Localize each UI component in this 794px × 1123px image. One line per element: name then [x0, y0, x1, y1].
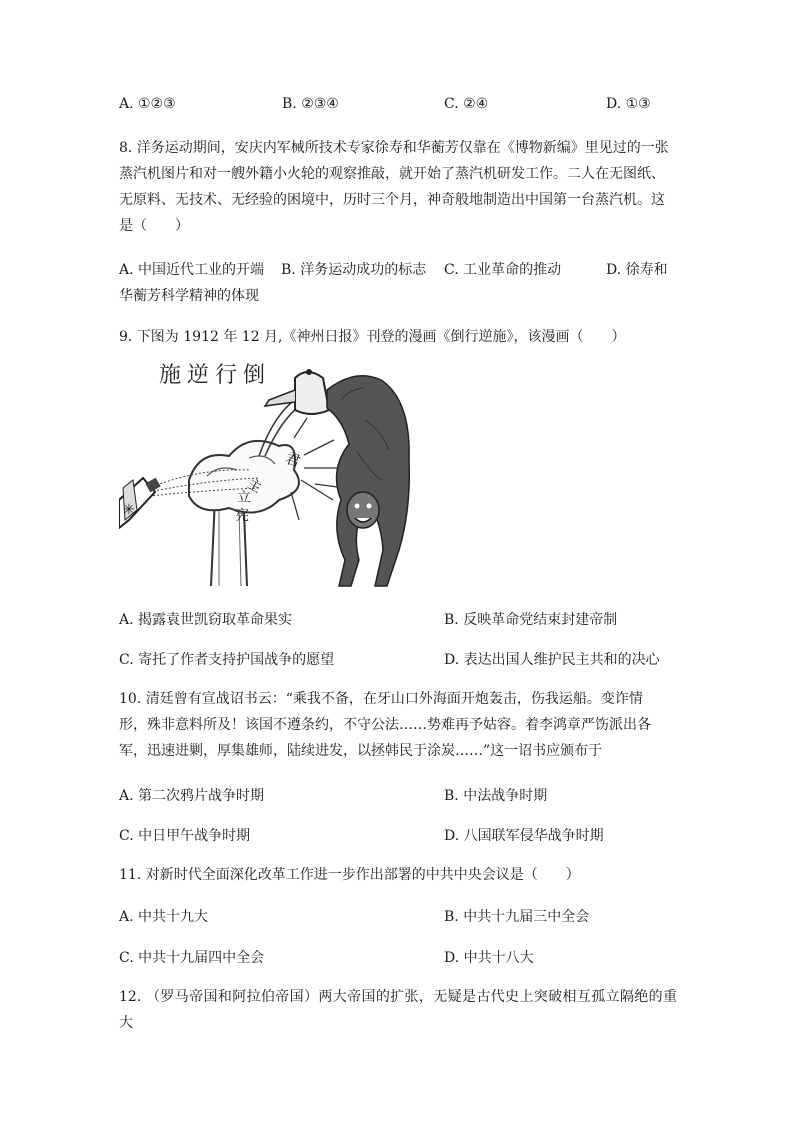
- q10-option-d[interactable]: D. 八国联军侵华战争时期: [444, 828, 604, 844]
- q9-stem: 9. 下图为 1912 年 12 月,《神州日报》刊登的漫画《倒行逆施》，该漫画（ ）: [119, 329, 626, 345]
- q10-option-b[interactable]: B. 中法战争时期: [444, 788, 548, 804]
- q10-option-a[interactable]: A. 第二次鸦片战争时期: [119, 788, 265, 804]
- cartoon-label-xian: 宪: [235, 508, 249, 524]
- q8-options: [119, 259, 679, 281]
- q10-line-2: 形，殊非意料所及！该国不遵条约，不守公法……势难再予姑容。着李鸿章严饬派出各: [119, 717, 651, 733]
- q9-option-d[interactable]: D. 表达出国人维护民主共和的决心: [444, 652, 660, 668]
- q10-option-c[interactable]: C. 中日甲午战争时期: [119, 828, 251, 844]
- q9-option-b[interactable]: B. 反映革命党结束封建帝制: [444, 612, 618, 628]
- q8-stem: [119, 135, 677, 239]
- q8-line-3: 无原料、无技术、无经验的困境中，历时三个月，神奇般地制造出中国第一台蒸汽机。这: [119, 192, 665, 208]
- q11-option-c[interactable]: C. 中共十九届四中全会: [119, 950, 265, 966]
- q10-line-1: 10. 清廷曾有宣战诏书云：“乘我不备，在牙山口外海面开炮轰击，伤我运船。变诈情: [119, 691, 643, 707]
- q12-stem: 12. （罗马帝国和阿拉伯帝国）两大帝国的扩张，无疑是古代史上突破相互孤立隔绝的重大: [119, 989, 677, 1031]
- q9-option-a[interactable]: A. 揭露袁世凯窃取革命果实: [119, 612, 293, 628]
- q10-stem: [119, 686, 677, 764]
- q10-line-3: 军，迅速进剿，厚集雄师，陆续进发，以拯韩民于涂炭……”这一诏书应颁布于: [119, 743, 603, 759]
- q8-option-a[interactable]: A. 中国近代工业的开端: [119, 262, 265, 278]
- q11-option-a[interactable]: A. 中共十九大: [119, 909, 209, 925]
- q11-option-d[interactable]: D. 中共十八大: [444, 950, 534, 966]
- q7-options: [119, 96, 679, 118]
- q7-option-a[interactable]: A. ①②③: [119, 96, 176, 112]
- q9-options-row-2: [119, 649, 679, 671]
- cartoon-label-zhu: 主: [244, 475, 265, 497]
- q9-cartoon-image: [119, 360, 419, 588]
- q10-options-row-1: [119, 785, 679, 807]
- q8-option-d[interactable]: D. 徐寿和: [606, 262, 668, 278]
- q8-line-2: 蒸汽机图片和对一艘外籍小火轮的观察推敲，就开始了蒸汽机研发工作。二人在无图纸、: [119, 166, 665, 182]
- cartoon-label-jun: 君: [282, 448, 303, 471]
- q11-options-row-1: [119, 906, 679, 928]
- svg-text:✳: ✳: [123, 502, 135, 518]
- q11-option-b[interactable]: B. 中共十九届三中全会: [444, 909, 590, 925]
- q9-options-row-1: [119, 609, 679, 631]
- cartoon-title: 施逆行倒: [159, 363, 272, 388]
- q11-options-row-2: [119, 947, 679, 969]
- q11-stem: 11. 对新时代全面深化改革工作进一步作出部署的中共中央会议是（ ）: [119, 867, 580, 883]
- q8-option-c[interactable]: C. 工业革命的推动: [444, 262, 562, 278]
- q8-line-4: 是（ ）: [119, 218, 189, 234]
- q7-option-b[interactable]: B. ②③④: [282, 96, 339, 112]
- q7-option-d[interactable]: D. ①③: [606, 96, 651, 112]
- q7-option-c[interactable]: C. ②④: [444, 96, 489, 112]
- q9-option-c[interactable]: C. 寄托了作者支持护国战争的愿望: [119, 652, 335, 668]
- q8-line-1: 8. 洋务运动期间，安庆内军械所技术专家徐寿和华蘅芳仅靠在《博物新编》里见过的一张: [119, 140, 669, 156]
- q8-option-b[interactable]: B. 洋务运动成功的标志: [281, 262, 427, 278]
- cartoon-label-li: 立: [237, 490, 251, 506]
- q8-options-wrap: [119, 285, 679, 307]
- q10-options-row-2: [119, 825, 679, 847]
- q8-option-d-cont[interactable]: 华蘅芳科学精神的体现: [119, 288, 259, 304]
